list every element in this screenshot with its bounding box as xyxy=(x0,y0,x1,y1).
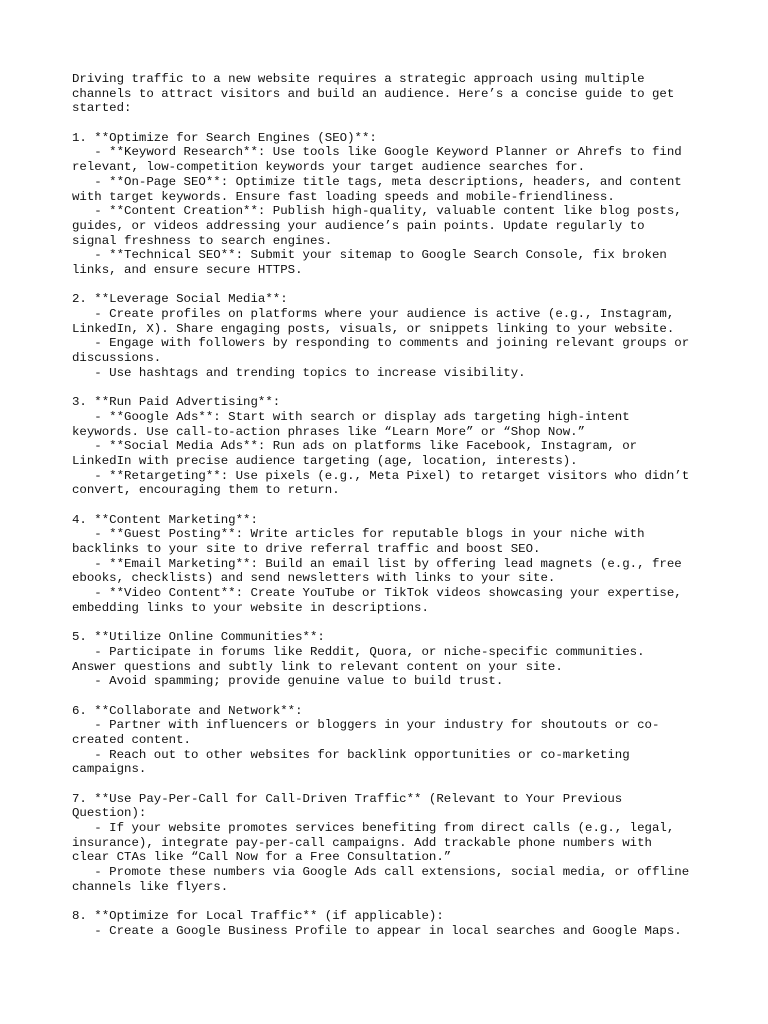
text-line: 4. **Content Marketing**: xyxy=(72,512,258,527)
text-line: - **Keyword Research**: Use tools like Google Keyword Planner or Ahrefs to find xyxy=(72,145,682,160)
text-line: discussions. xyxy=(72,351,162,366)
text-line: ebooks, checklists) and send newsletters with links to your site. xyxy=(72,571,556,586)
text-line: - **Video Content**: Create YouTube or TikTok videos showcasing your expertise, xyxy=(72,586,682,601)
text-line: clear CTAs like “Call Now for a Free Consultation.” xyxy=(72,850,452,865)
text-line: - Promote these numbers via Google Ads call extensions, social media, or offline xyxy=(72,865,690,880)
text-line: - **Social Media Ads**: Run ads on platforms like Facebook, Instagram, or xyxy=(72,439,638,454)
blank-line xyxy=(72,777,712,792)
text-line: - Partner with influencers or bloggers in your industry for shoutouts or co- xyxy=(72,718,660,733)
text-line: - **Guest Posting**: Write articles for reputable blogs in your niche with xyxy=(72,527,645,542)
blank-line xyxy=(72,116,712,131)
text-line: Answer questions and subtly link to relevant content on your site. xyxy=(72,659,563,674)
text-line: convert, encouraging them to return. xyxy=(72,483,340,498)
text-line: 2. **Leverage Social Media**: xyxy=(72,292,288,307)
text-line: campaigns. xyxy=(72,762,147,777)
text-line: - Create profiles on platforms where your audience is active (e.g., Instagram, xyxy=(72,307,675,321)
text-line: - Use hashtags and trending topics to increase visibility. xyxy=(72,365,526,380)
blank-line xyxy=(72,895,712,910)
text-line: - **On-Page SEO**: Optimize title tags, meta descriptions, headers, and content xyxy=(72,174,682,189)
text-line: - **Technical SEO**: Submit your sitemap to Google Search Console, fix broken xyxy=(72,248,667,263)
text-line: embedding links to your website in descriptions. xyxy=(72,600,429,615)
text-line: Driving traffic to a new website requires a strategic approach using multiple xyxy=(72,72,645,86)
text-line: LinkedIn, X). Share engaging posts, visuals, or snippets linking to your website. xyxy=(72,321,675,336)
text-line: 8. **Optimize for Local Traffic** (if applicable): xyxy=(72,909,444,924)
blank-line xyxy=(72,278,712,293)
text-line: - Avoid spamming; provide genuine value to build trust. xyxy=(72,674,504,689)
text-line: - Reach out to other websites for backlink opportunities or co-marketing xyxy=(72,747,630,762)
blank-line xyxy=(72,615,712,630)
text-line: keywords. Use call-to-action phrases like “Learn More” or “Shop Now.” xyxy=(72,424,586,439)
text-line: 1. **Optimize for Search Engines (SEO)**: xyxy=(72,130,377,145)
text-line: with target keywords. Ensure fast loading speeds and mobile-friendliness. xyxy=(72,189,615,204)
text-line: - Participate in forums like Reddit, Quora, or niche-specific communities. xyxy=(72,644,645,659)
text-line: - **Retargeting**: Use pixels (e.g., Meta Pixel) to retarget visitors who didn’t xyxy=(72,468,690,483)
blank-line xyxy=(72,380,712,395)
text-line: - If your website promotes services benefiting from direct calls (e.g., legal, xyxy=(72,821,675,836)
text-line: guides, or videos addressing your audience’s pain points. Update regularly to xyxy=(72,218,645,233)
text-line: Question): xyxy=(72,806,147,821)
text-line: relevant, low-competition keywords your target audience searches for. xyxy=(72,160,586,175)
text-line: signal freshness to search engines. xyxy=(72,233,333,248)
document-page xyxy=(72,72,712,939)
blank-line xyxy=(72,498,712,513)
text-line: - Create a Google Business Profile to appear in local searches and Google Maps. xyxy=(72,923,682,938)
text-line: - **Email Marketing**: Build an email list by offering lead magnets (e.g., free xyxy=(72,556,682,571)
text-line: channels to attract visitors and build an audience. Here’s a concise guide to get xyxy=(72,86,675,101)
text-line: created content. xyxy=(72,732,191,747)
blank-line xyxy=(72,689,712,704)
text-line: 5. **Utilize Online Communities**: xyxy=(72,630,325,645)
text-line: started: xyxy=(72,101,132,116)
text-line: 7. **Use Pay-Per-Call for Call-Driven Traffic** (Relevant to Your Previous xyxy=(72,791,623,806)
text-line: 3. **Run Paid Advertising**: xyxy=(72,395,281,410)
text-line: backlinks to your site to drive referral traffic and boost SEO. xyxy=(72,542,541,556)
text-line: 6. **Collaborate and Network**: xyxy=(72,703,303,718)
text-line: links, and ensure secure HTTPS. xyxy=(72,262,303,277)
text-line: LinkedIn with precise audience targeting (age, location, interests). xyxy=(72,453,578,468)
text-line: - **Google Ads**: Start with search or display ads targeting high-intent xyxy=(72,409,630,424)
text-line: channels like flyers. xyxy=(72,879,229,894)
text-line: insurance), integrate pay-per-call campaigns. Add trackable phone numbers with xyxy=(72,835,652,850)
text-line: - **Content Creation**: Publish high-quality, valuable content like blog posts, xyxy=(72,204,682,219)
text-line: - Engage with followers by responding to comments and joining relevant groups or xyxy=(72,336,690,351)
